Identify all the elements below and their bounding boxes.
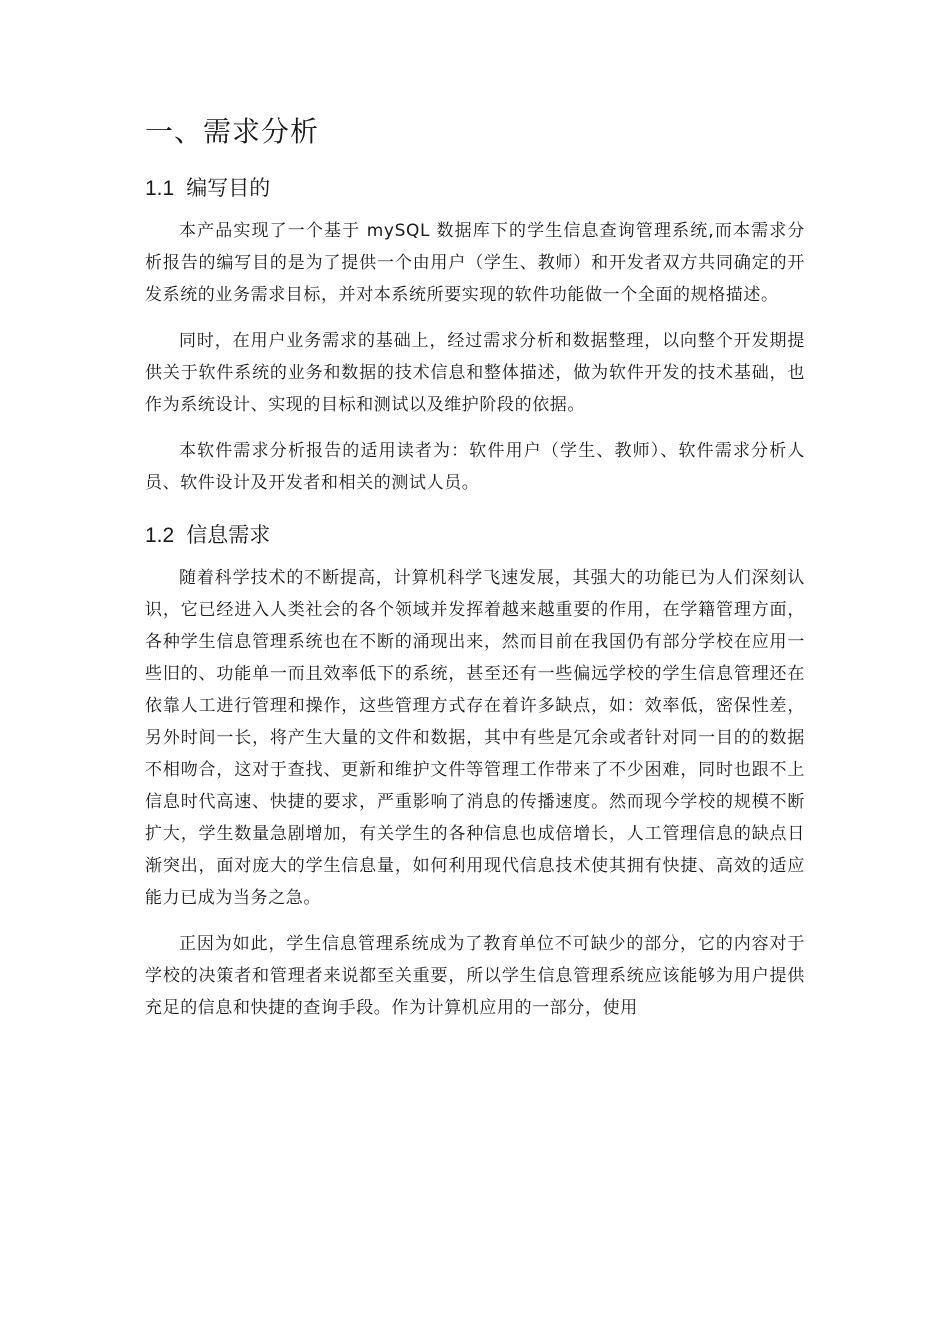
section-number: 1.1	[145, 177, 175, 200]
paragraph: 同时，在用户业务需求的基础上，经过需求分析和数据整理，以向整个开发期提供关于软件系统的业务和数据的技术信息和整体描述，做为软件开发的技术基础，也作为系统设计、实现的目标和测试以及维护阶段的依据。	[145, 331, 805, 415]
paragraph: 正因为如此，学生信息管理系统成为了教育单位不可缺少的部分，它的内容对于学校的决策者和管理者来说都至关重要，所以学生信息管理系统应该能够为用户提供充足的信息和快捷的查询手段。作为计算机应用的一部分，使用	[145, 934, 805, 1018]
section-title: 编写目的	[186, 176, 271, 200]
section-heading-purpose	[145, 166, 810, 211]
section-number: 1.2	[145, 524, 175, 547]
document-body	[145, 106, 810, 1038]
chapter-heading: 一、需求分析	[145, 115, 320, 148]
section-title: 信息需求	[186, 523, 271, 547]
section-heading-info-requirements	[145, 513, 810, 558]
paragraph: 随着科学技术的不断提高，计算机科学飞速发展，其强大的功能已为人们深刻认识，它已经进入人类社会的各个领域并发挥着越来越重要的作用，在学籍管理方面，各种学生信息管理系统也在不断的涌现出来，然而目前在我国仍有部分学校在应用一些旧的、功能单一而且效率低下的系统，甚至还有一些偏远学校的学生信息管理还在依靠人工进行管理和操作，这些管理方式存在着许多缺点，如：效率低，密保性差，另外时间一长，将产生大量的文件和数据，其中有些是冗余或者针对同一目的的数据不相吻合，这对于查找、更新和维护文件等管理工作带来了不少困难，同时也跟不上信息时代高速、快捷的要求，严重影响了消息的传播速度。然而现今学校的规模不断扩大，学生数量急剧增加，有关学生的各种信息也成倍增长，人工管理信息的缺点日渐突出，面对庞大的学生信息量，如何利用现代信息技术使其拥有快捷、高效的适应能力已成为当务之急。	[145, 568, 805, 908]
paragraph: 本产品实现了一个基于 mySQL 数据库下的学生信息查询管理系统,而本需求分析报告的编写目的是为了提供一个由用户（学生、教师）和开发者双方共同确定的开发系统的业务需求目标，并对本系统所要实现的软件功能做一个全面的规格描述。	[145, 221, 805, 305]
paragraph: 本软件需求分析报告的适用读者为：软件用户（学生、教师）、软件需求分析人员、软件设计及开发者和相关的测试人员。	[145, 441, 805, 493]
